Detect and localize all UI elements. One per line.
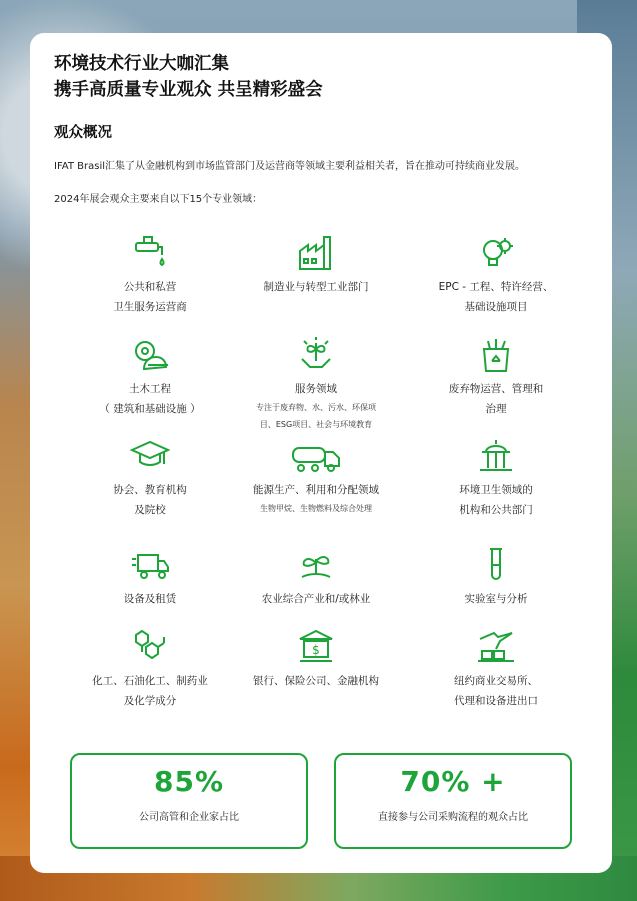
sector-line-1: 服务领域 [295,383,337,395]
sector-label [406,589,586,609]
sector-line-1: 银行、保险公司、金融机构 [253,675,379,687]
engineer-helmet-icon [130,335,170,375]
sector-line-1: 土木工程 [129,383,171,395]
sector-label [406,671,586,711]
graduation-cap-icon [130,436,170,476]
sector-item-laboratory [406,545,586,609]
stat-box-executives [70,753,308,849]
content-card [30,33,612,873]
sector-label [226,589,406,609]
sector-line-1: 能源生产、利用和分配领域 [253,484,379,496]
sector-line-1: 设备及租赁 [123,593,177,605]
sector-line-2: 机构和公共部门 [459,504,533,516]
sector-line-1: 制造业与转型工业部门 [263,281,369,293]
sector-item-trade [406,627,586,711]
sprout-icon [296,545,336,585]
sector-item-epc [406,233,586,317]
sector-label [60,277,240,317]
sector-item-services [226,335,406,433]
sector-item-waste [406,335,586,419]
sector-item-finance [226,627,406,691]
page-title [54,51,323,103]
sector-label [406,379,586,419]
sector-line-1: 协会、教育机构 [113,484,187,496]
sector-detail-line-1: 专注于废弃物、水、污水、环保项 [256,403,376,412]
sector-line-1: 化工、石油化工、制药业 [92,675,208,687]
title-line-1: 环境技术行业大咖汇集 [54,54,229,74]
sector-item-civil [60,335,240,419]
sector-detail [226,500,406,517]
sector-line-2: 治理 [485,403,507,415]
stat-box-procurement [334,753,572,849]
sector-line-2: 基础设施项目 [464,301,528,313]
sector-item-education [60,436,240,520]
sector-item-equipment [60,545,240,609]
sector-line-1: 环境卫生领域的 [459,484,533,496]
bank-icon [296,627,336,667]
trade-cargo-icon [476,627,516,667]
tanker-truck-icon [291,436,341,476]
sector-label [226,671,406,691]
sector-line-2: 及院校 [134,504,166,516]
sector-label [226,277,406,297]
water-tap-icon [130,233,170,273]
sector-line-1: 纽约商业交易所、 [454,675,538,687]
sector-line-1: 公共和私营 [123,281,177,293]
sector-line-2: 卫生服务运营商 [113,301,187,313]
title-line-2: 携手高质量专业观众 共呈精彩盛会 [54,80,323,100]
sector-label [60,589,240,609]
sector-label [226,379,406,399]
chemical-molecule-icon [130,627,170,667]
delivery-truck-icon [130,545,170,585]
intro-paragraph: IFAT Brasil汇集了从金融机构到市场监管部门及运营商等领域主要利益相关者，旨在推动可持续商业发展。 [54,161,526,172]
sector-label [406,480,586,520]
stat-value: 70% + [400,765,506,798]
test-tube-icon [476,545,516,585]
sector-line-1: 农业综合产业和/或林业 [261,593,371,605]
sector-line-1: EPC - 工程、特许经营、 [438,281,554,293]
sector-label [60,671,240,711]
gear-bulb-icon [476,233,516,273]
sector-label [226,480,406,500]
sector-detail-line-1: 生物甲烷、生物燃料及综合处理 [260,504,372,513]
sector-label [60,379,240,419]
sector-line-2: （ 建筑和基础设施 ） [99,403,201,415]
sector-item-sanitation [60,233,240,317]
intro-sectors-lead: 2024年展会观众主要来自以下15个专业领域： [54,194,263,205]
sector-detail-line-2: 目、ESG项目、社会与环境教育 [259,420,373,429]
sector-item-chemical [60,627,240,711]
sector-item-public [406,436,586,520]
sector-line-2: 代理和设备进出口 [454,695,538,707]
sector-item-manufacturing [226,233,406,297]
sector-label [406,277,586,317]
plant-hands-icon [296,335,336,375]
stat-caption: 公司高管和企业家占比 [139,812,239,823]
svg-text:$: $ [312,643,320,657]
recycle-bin-icon [476,335,516,375]
government-building-icon [476,436,516,476]
sector-line-1: 实验室与分析 [464,593,528,605]
sector-item-agriculture [226,545,406,609]
sector-line-2: 及化学成分 [123,695,177,707]
sector-item-energy [226,436,406,517]
sector-label [60,480,240,520]
factory-icon [296,233,336,273]
stat-value: 85% [153,765,225,798]
section-heading: 观众概况 [54,125,112,141]
sector-detail [226,399,406,433]
sector-line-1: 废弃物运营、管理和 [448,383,544,395]
stat-caption: 直接参与公司采购流程的观众占比 [378,812,528,823]
